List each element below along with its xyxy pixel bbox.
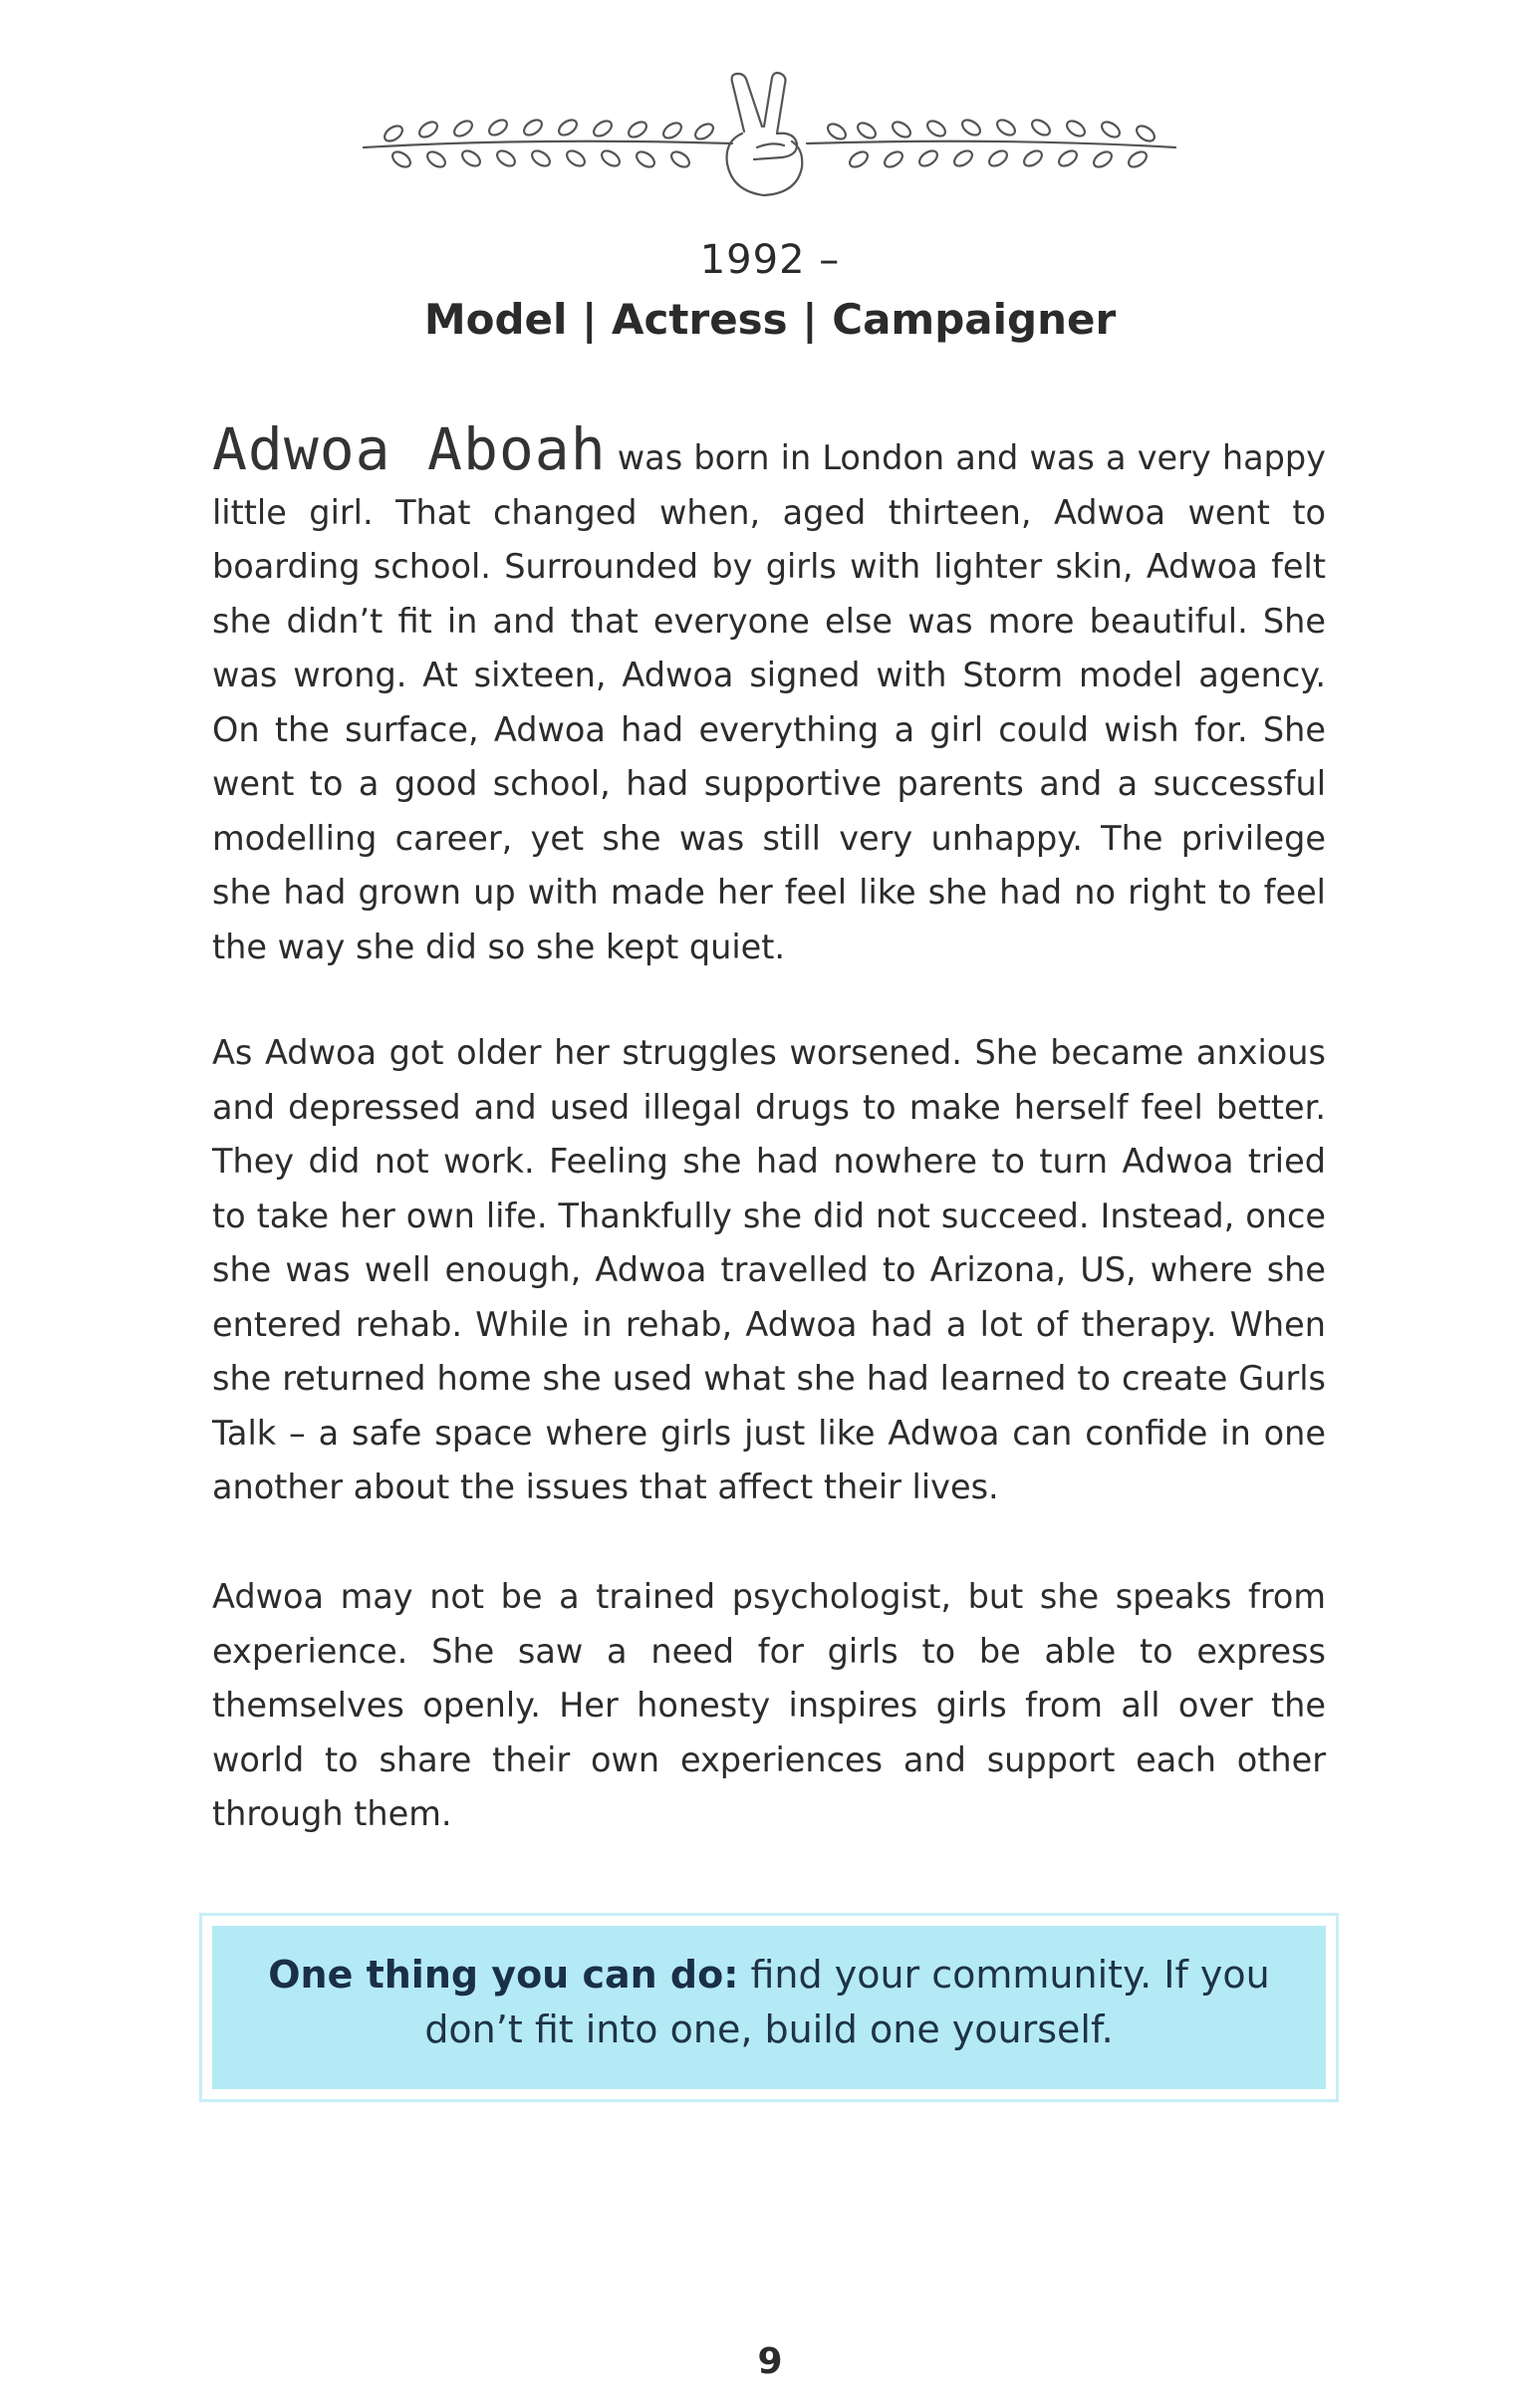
callout-text: find your community. If you don’t fit into one, build one yourself. [424,1953,1270,2051]
paragraph-2: As Adwoa got older her struggles worsened. She became anxious and depressed and used illegal drugs to make herself feel better. They did not work. Feeling she had nowhere to turn Adwoa tried to take her own life. Thankfully she did not succeed. Instead, once she was well enough, Adwoa travelled to Arizona, US, where she entered rehab. While in rehab, Adwoa had a lot of therapy. When she returned home she used what she had learned to create Gurls Talk – a safe space where girls just like Adwoa can confide in one another about the issues that affect their lives. [212,1033,1326,1506]
callout-box [199,1913,1339,2102]
page-number: 9 [757,2341,783,2382]
peace-hand-laurel-icon [354,72,1185,201]
roles-heading: Model | Actress | Campaigner [423,295,1117,344]
paragraph-1-text: was born in London and was a very happy little girl. That changed when, aged thirteen, Adwoa went to boarding school. Surrounded by girls with lighter skin, Adwoa felt she didn’t fit in and that everyone else was more beautiful. She was wrong. At sixteen, Adwoa signed with Storm model agency. On the surface, Adwoa had everything a girl could wish for. She went to a good school, had supportive parents and a successful modelling career, yet she was still very unhappy. The privilege she had grown up with made her feel like she had no right to feel the way she did so she kept quiet. [212,438,1326,966]
paragraph-1 [212,415,1326,974]
callout-lead: One thing you can do: [268,1953,739,1997]
subject-name: Adwoa Aboah [212,415,607,483]
paragraph-3: Adwoa may not be a trained psychologist, but she speaks from experience. She saw a need for girls to be able to express themselves openly. Her honesty inspires girls from all over the world to share their own experiences and support each other through them. [212,1577,1326,1833]
callout-content [212,1926,1326,2089]
year-heading: 1992 – [699,237,841,283]
